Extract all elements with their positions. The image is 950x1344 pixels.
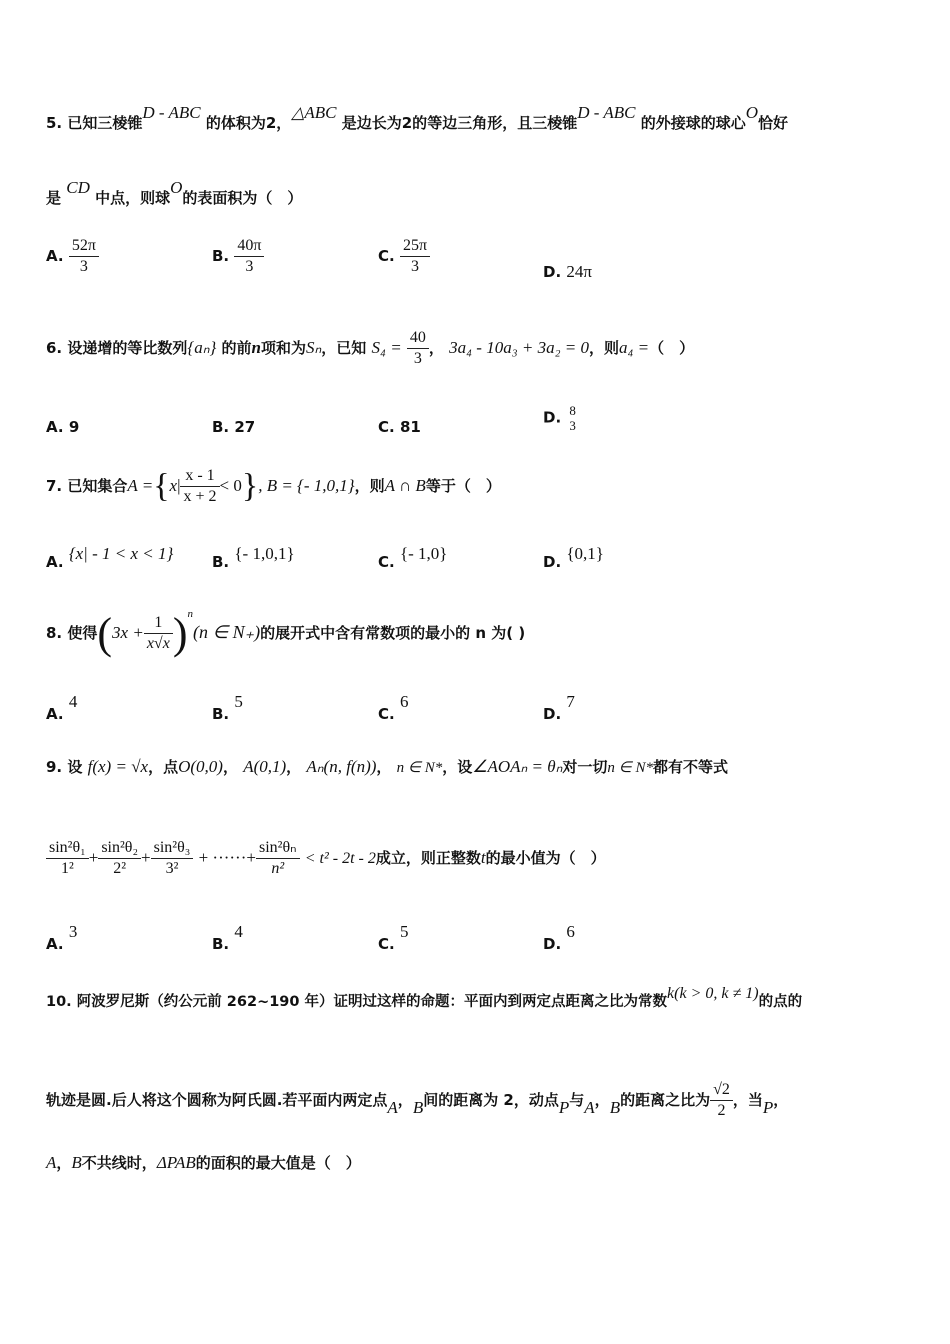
q6-text: 项和为 bbox=[260, 339, 306, 357]
q8-math: (n ∈ N₊) bbox=[192, 622, 261, 642]
q6-fraction: $\frac{40}{3}$ bbox=[407, 328, 429, 369]
option-value: 5 bbox=[399, 922, 409, 941]
q9-math: ∠AOAₙ = θₙ bbox=[472, 757, 563, 776]
option-label: B. bbox=[212, 418, 230, 436]
option-value: 24π bbox=[566, 262, 592, 281]
option-value: 3 bbox=[68, 922, 78, 941]
q10-line3: A，B不共线时，ΔPAB的面积的最大值是（ ） bbox=[46, 1153, 361, 1172]
q5-option-c[interactable] bbox=[378, 236, 430, 277]
q10-text: 的距离之比为 bbox=[620, 1091, 711, 1109]
q8-option-c[interactable] bbox=[378, 692, 409, 723]
q10-math: P bbox=[558, 1098, 570, 1117]
q9-option-c[interactable] bbox=[378, 922, 409, 953]
q10-text: 的点的 bbox=[758, 994, 803, 1010]
q6-option-d[interactable] bbox=[543, 403, 579, 433]
option-value: {x| - 1 < x < 1} bbox=[68, 544, 174, 563]
q10-math: A bbox=[46, 1153, 57, 1172]
q9-math: A(0,1) bbox=[243, 757, 287, 776]
q5-option-b[interactable] bbox=[212, 236, 264, 277]
q6-text: ，已知 bbox=[321, 339, 367, 357]
option-label: D. bbox=[543, 935, 562, 953]
option-label: C. bbox=[378, 935, 395, 953]
q5-option-d[interactable] bbox=[543, 262, 592, 282]
q9-text: 成立，则正整数 bbox=[375, 849, 481, 867]
q5-option-a[interactable] bbox=[46, 236, 99, 277]
q9-option-d[interactable] bbox=[543, 922, 575, 953]
q7-math: x bbox=[169, 476, 178, 495]
option-label: B. bbox=[212, 705, 230, 723]
q8-exponent: n bbox=[187, 608, 193, 620]
q9-math: Aₙ(n, f(n)) bbox=[306, 757, 377, 776]
q8-option-a[interactable] bbox=[46, 692, 78, 723]
q6-text: 设递增的等比数列 bbox=[67, 339, 188, 357]
q9-sum-term: $\frac{\text{sin²θ₂}}{\text{2²}}$ bbox=[98, 838, 141, 879]
q6-math: 3a₄ - 10a₃ + 3a₂ = 0 bbox=[449, 338, 589, 357]
q7-math: < 0 bbox=[219, 476, 242, 495]
option-label: B. bbox=[212, 935, 230, 953]
q9-math: n ∈ N* bbox=[396, 760, 443, 776]
q6-line: 6. 设递增的等比数列{aₙ} 的前n项和为Sₙ，已知 S₄ = $\frac{40}{3}$ ， 3a₄ - 10a₃ + 3a₂ = 0，则a₄ =（ ） bbox=[46, 329, 695, 367]
q6-math: Sₙ bbox=[306, 338, 322, 357]
option-value: 7 bbox=[566, 692, 575, 711]
q9-sum-term: $\frac{\text{sin²θ₃}}{\text{3²}}$ bbox=[151, 838, 194, 879]
q5-math: D - ABC bbox=[142, 103, 201, 122]
option-value: 27 bbox=[234, 418, 256, 436]
q8-number: 8. bbox=[46, 624, 63, 642]
q8-line: 8. 使得(3x + $\frac{1}{x√x}$ )$^n$(n ∈ N₊)的展开式中含有常数项的最小的 n 为( ) bbox=[46, 608, 526, 658]
option-value: 81 bbox=[399, 418, 421, 436]
q10-math: B bbox=[412, 1098, 424, 1117]
q9-text: 都有不等式 bbox=[653, 758, 729, 776]
option-fraction: $\frac{25\pi}{3}$ bbox=[400, 236, 430, 277]
option-label: C. bbox=[378, 247, 395, 265]
q9-line1: 9. 设 f(x) = √x，点O(0,0)， A(0,1)， Aₙ(n, f(n))， n ∈ N*，设∠AOAₙ = θₙ对一切n ∈ N*都有不等式 bbox=[46, 757, 729, 776]
q6-option-c[interactable] bbox=[378, 418, 421, 436]
q5-line1 bbox=[46, 103, 788, 133]
q10-line2: 轨迹是圆.后人将这个圆称为阿氏圆.若平面内两定点A，B间的距离为 2，动点P与A，B的距离之比为 $\frac{√2}{2}$ ，当P， bbox=[46, 1081, 789, 1119]
option-label: A. bbox=[46, 935, 64, 953]
q10-math: P bbox=[762, 1098, 774, 1117]
q9-ellipsis: + ······+ bbox=[198, 848, 256, 867]
q7-option-d[interactable] bbox=[543, 544, 604, 572]
option-value: {- 1,0,1} bbox=[234, 544, 295, 563]
q6-math: {aₙ} bbox=[187, 338, 217, 357]
q6-math: a₄ = bbox=[619, 338, 650, 357]
q5-number: 5. bbox=[46, 114, 63, 132]
q7-math: A ∩ B bbox=[384, 476, 426, 495]
q6-text: ，则 bbox=[588, 339, 619, 357]
q9-text: ，点 bbox=[148, 758, 179, 776]
q6-text: （ ） bbox=[649, 339, 695, 357]
q10-line1 bbox=[46, 985, 803, 1011]
q7-number: 7. bbox=[46, 477, 63, 495]
q7-math: A = bbox=[127, 476, 154, 495]
q10-text: 与 bbox=[569, 1091, 585, 1109]
q9-text: 的最小值为（ ） bbox=[485, 849, 606, 867]
q9-line2: $\frac{\text{sin²θ₁}}{\text{1²}}$ + $\frac{\text{sin²θ₂}}{\text{2²}}$ + $\frac{\text{sin²θ₃}}{\text{3²}}$ + ······+ $\frac{\text{sin²θₙ}}{\text{n²}}$ < t² - 2t - 2成立，则正整数t的最小值为（ ） bbox=[46, 838, 606, 879]
q6-option-b[interactable] bbox=[212, 418, 255, 436]
option-label: C. bbox=[378, 553, 395, 571]
option-label: D. bbox=[543, 705, 562, 723]
q10-math: ΔPAB bbox=[156, 1153, 196, 1172]
option-value: 6 bbox=[566, 922, 575, 941]
q10-number: 10. bbox=[46, 994, 72, 1010]
q10-text: 间的距离为 2，动点 bbox=[423, 1091, 559, 1109]
q8-text: 使得 bbox=[67, 624, 98, 642]
option-value: 4 bbox=[68, 692, 78, 711]
q10-math: B bbox=[71, 1153, 82, 1172]
q8-fraction: $\frac{1}{x√x}$ bbox=[144, 613, 173, 654]
q9-text: ，设 bbox=[442, 758, 473, 776]
q10-text: 不共线时， bbox=[81, 1154, 157, 1172]
q8-text: 的展开式中含有常数项的最小的 n 为( ) bbox=[260, 624, 526, 642]
q9-math: t bbox=[480, 848, 486, 867]
q8-option-d[interactable] bbox=[543, 692, 575, 723]
option-value: {0,1} bbox=[566, 544, 604, 563]
q6-math: S₄ = bbox=[371, 338, 402, 357]
q9-text: 设 bbox=[67, 758, 83, 776]
option-label: A. bbox=[46, 247, 64, 265]
q5-text: 的外接球的球心 bbox=[640, 114, 746, 132]
option-label: D. bbox=[543, 553, 562, 571]
option-fraction: $\frac{52\pi}{3}$ bbox=[69, 236, 99, 277]
q10-math: A bbox=[584, 1098, 595, 1117]
option-value: 9 bbox=[68, 418, 80, 436]
option-label: B. bbox=[212, 553, 230, 571]
q9-option-a[interactable] bbox=[46, 922, 78, 953]
q5-line2 bbox=[46, 178, 303, 208]
q7-text: ，则 bbox=[354, 477, 385, 495]
q5-math: △ABC bbox=[291, 103, 337, 122]
q9-text: 对一切 bbox=[562, 758, 608, 776]
q10-math: B bbox=[609, 1098, 621, 1117]
q9-sum-term: $\frac{\text{sin²θₙ}}{\text{n²}}$ bbox=[256, 838, 300, 879]
option-label: A. bbox=[46, 705, 64, 723]
q10-text: ，当 bbox=[732, 1091, 763, 1109]
q5-math: O bbox=[745, 103, 758, 122]
q9-option-b[interactable] bbox=[212, 922, 243, 953]
q9-number: 9. bbox=[46, 758, 63, 776]
q8-math: 3x + bbox=[112, 623, 144, 642]
q10-math: k(k > 0, k ≠ 1) bbox=[667, 985, 759, 1002]
q9-math: f(x) = √x bbox=[87, 757, 149, 776]
q7-option-a[interactable] bbox=[46, 544, 174, 572]
option-label: C. bbox=[378, 705, 395, 723]
option-value: 6 bbox=[399, 692, 409, 711]
q5-text: 是 bbox=[46, 189, 62, 207]
q5-text: 是边长为2的等边三角形，且三棱锥 bbox=[341, 114, 578, 132]
q5-text: 的表面积为（ ） bbox=[182, 189, 303, 207]
q10-text: 轨迹是圆.后人将这个圆称为阿氏圆.若平面内两定点 bbox=[46, 1091, 388, 1109]
option-label: B. bbox=[212, 247, 230, 265]
q7-fraction: $\frac{x - 1}{x + 2}$ bbox=[180, 466, 219, 507]
q5-text: 已知三棱锥 bbox=[67, 114, 143, 132]
q6-number: 6. bbox=[46, 339, 63, 357]
q5-text: 恰好 bbox=[757, 114, 788, 132]
q5-text: 的体积为2， bbox=[205, 114, 292, 132]
q6-math: n bbox=[251, 338, 261, 357]
q5-math: D - ABC bbox=[577, 103, 636, 122]
q7-math: , B = {- 1,0,1} bbox=[258, 476, 355, 495]
q6-option-a[interactable] bbox=[46, 418, 79, 436]
q7-line: 7. 已知集合A ={x| $\frac{x - 1}{x + 2}$ < 0}, B = {- 1,0,1}，则A ∩ B等于（ ） bbox=[46, 467, 501, 505]
q10-fraction: $\frac{√2}{2}$ bbox=[710, 1080, 733, 1121]
q9-sum-term: $\frac{\text{sin²θ₁}}{\text{1²}}$ bbox=[46, 838, 89, 879]
q10-text: 的面积的最大值是（ ） bbox=[195, 1154, 361, 1172]
q7-option-b[interactable] bbox=[212, 544, 295, 572]
q7-option-c[interactable] bbox=[378, 544, 448, 572]
option-fraction: $\frac{40\pi}{3}$ bbox=[234, 236, 264, 277]
q7-text: 等于（ ） bbox=[425, 477, 501, 495]
option-label: C. bbox=[378, 418, 395, 436]
q7-text: 已知集合 bbox=[67, 477, 128, 495]
option-value: 4 bbox=[234, 922, 243, 941]
q5-text: 中点，则球 bbox=[95, 189, 171, 207]
q10-text: 阿波罗尼斯（约公元前 262~190 年）证明过这样的命题：平面内到两定点距离之比为常数 bbox=[76, 994, 668, 1010]
q8-option-b[interactable] bbox=[212, 692, 243, 723]
q10-math: A bbox=[387, 1098, 398, 1117]
q9-math: < t² - 2t - 2 bbox=[304, 850, 376, 867]
q5-math: CD bbox=[66, 178, 90, 197]
q6-text: 的前 bbox=[221, 339, 252, 357]
q9-math: n ∈ N* bbox=[607, 760, 653, 776]
option-fraction: 8 3 bbox=[569, 403, 576, 433]
option-value: {- 1,0} bbox=[399, 544, 448, 563]
q5-math: O bbox=[170, 178, 183, 197]
option-value: 5 bbox=[234, 692, 243, 711]
option-label: D. bbox=[543, 263, 562, 281]
option-label: A. bbox=[46, 553, 64, 571]
q9-math: O(0,0) bbox=[178, 757, 223, 776]
option-label: D. bbox=[543, 408, 562, 427]
option-label: A. bbox=[46, 418, 64, 436]
